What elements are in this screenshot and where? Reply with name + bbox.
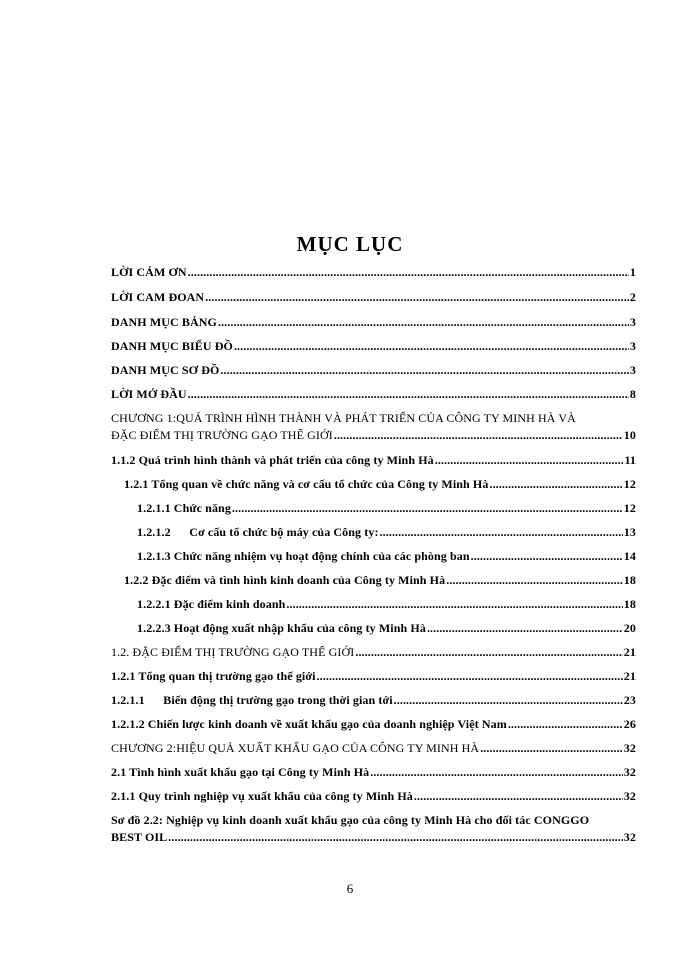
leader-dots (234, 339, 629, 354)
toc-entry-label: LỜI CAM ĐOAN (111, 290, 205, 304)
page-number: 6 (346, 881, 354, 896)
toc-entry-label: DANH MỤC SƠ ĐỒ (111, 363, 220, 377)
toc-entry-page: 12 (623, 501, 636, 515)
toc-entry-page: 3 (629, 315, 636, 329)
toc-entry-label: 1.2.1.1 Chức năng (137, 501, 231, 515)
leader-dots (205, 290, 629, 305)
leader-dots (480, 741, 623, 756)
toc-entry-page: 14 (623, 549, 636, 563)
leader-dots (286, 597, 622, 612)
leader-dots (508, 717, 623, 732)
toc-entry-page: 18 (623, 573, 636, 587)
toc-entry-page: 32 (623, 789, 636, 803)
toc-entry-page: 23 (623, 693, 636, 707)
toc-entry-page: 21 (623, 669, 636, 683)
toc-entry-page: 21 (623, 645, 636, 659)
toc-entry-page: 8 (629, 387, 636, 401)
leader-dots (489, 477, 622, 492)
toc-entry-page: 18 (623, 597, 636, 611)
toc-entry-page: 10 (623, 428, 636, 442)
toc-entry-page: 32 (623, 765, 636, 779)
leader-dots (414, 789, 623, 804)
toc-entry-page: 26 (623, 717, 636, 731)
toc-entry-label: 1.2.2.3 Hoạt động xuất nhập khẩu của công ty Minh Hà (137, 621, 426, 635)
toc-entry-page: 11 (624, 453, 636, 467)
leader-dots (188, 265, 629, 280)
leader-dots (168, 830, 623, 845)
toc-entry-page: 20 (623, 621, 636, 635)
toc-entry-label: 1.2.1 Tổng quan về chức năng và cơ cấu tổ chức của Công ty Minh Hà (124, 477, 489, 491)
toc-entry-label: 1.2. ĐẶC ĐIỂM THỊ TRƯỜNG GẠO THẾ GIỚI (111, 645, 355, 659)
toc-entry-label: CHƯƠNG 2:HIỆU QUẢ XUẤT KHẨU GẠO CỦA CÔNG TY MINH HÀ (111, 741, 480, 755)
leader-dots (317, 669, 623, 684)
toc-entry-label: DANH MỤC BIỂU ĐỒ (111, 339, 233, 353)
toc-entry-label: 1.2.1.1 Biến động thị trường gạo trong thời gian tới (111, 693, 393, 707)
leader-dots (232, 501, 623, 516)
toc-entry-page: 3 (629, 339, 636, 353)
toc-entry-label: ĐẶC ĐIỂM THỊ TRƯỜNG GẠO THẾ GIỚI (111, 428, 333, 442)
toc-entry-label: DANH MỤC BẢNG (111, 315, 217, 329)
toc-entry-label: 1.2.2 Đặc điểm và tình hình kinh doanh của Công ty Minh Hà (124, 573, 446, 587)
toc-entry-label-line1: CHƯƠNG 1:QUÁ TRÌNH HÌNH THÀNH VÀ PHÁT TRIỂN CỦA CÔNG TY MINH HÀ VÀ (111, 411, 576, 425)
leader-dots (380, 525, 623, 540)
toc-entry-label: 2.1.1 Quy trình nghiệp vụ xuất khẩu của công ty Minh Hà (111, 789, 413, 803)
leader-dots (355, 645, 622, 660)
leader-dots (188, 387, 629, 402)
leader-dots (446, 573, 623, 588)
toc-entry-label-line1: Sơ đồ 2.2: Nghiệp vụ kinh doanh xuất khẩu gạo của công ty Minh Hà cho đối tác CONGGO (111, 813, 590, 827)
toc-entry-label: BEST OIL (111, 830, 168, 844)
leader-dots (427, 621, 623, 636)
toc-entry-page: 13 (623, 525, 636, 539)
leader-dots (370, 765, 623, 780)
page-title: MỤC LỤC (296, 232, 404, 256)
leader-dots (334, 428, 623, 443)
toc-entry-page: 2 (629, 290, 636, 304)
leader-dots (218, 315, 629, 330)
toc-entry-page: 3 (629, 363, 636, 377)
toc-entry-page: 1 (629, 265, 636, 279)
toc-entry-label: 1.2.1 Tổng quan thị trường gạo thế giới (111, 669, 316, 683)
toc-entry-label: LỜI MỞ ĐẦU (111, 387, 187, 401)
leader-dots (220, 363, 628, 378)
toc-entry-label: 1.2.1.2 Cơ cấu tổ chức bộ máy của Công ty: (137, 525, 379, 539)
leader-dots (394, 693, 623, 708)
leader-dots (471, 549, 623, 564)
toc-entry-page: 12 (623, 477, 636, 491)
toc-entry-label: 1.2.1.2 Chiến lược kinh doanh về xuất khẩu gạo của doanh nghiệp Việt Nam (111, 717, 507, 731)
toc-entry-label: 2.1 Tình hình xuất khẩu gạo tại Công ty Minh Hà (111, 765, 370, 779)
leader-dots (435, 453, 624, 468)
toc-entry-label: 1.1.2 Quá trình hình thành và phát triển của công ty Minh Hà (111, 453, 434, 467)
toc-entry-page: 32 (623, 741, 636, 755)
toc-entry-label: LỜI CẢM ƠN (111, 265, 187, 279)
toc-entry-label: 1.2.2.1 Đặc điểm kinh doanh (137, 597, 286, 611)
toc-entry-page: 32 (623, 830, 636, 844)
toc-entry-label: 1.2.1.3 Chức năng nhiệm vụ hoạt động chính của các phòng ban (137, 549, 470, 563)
